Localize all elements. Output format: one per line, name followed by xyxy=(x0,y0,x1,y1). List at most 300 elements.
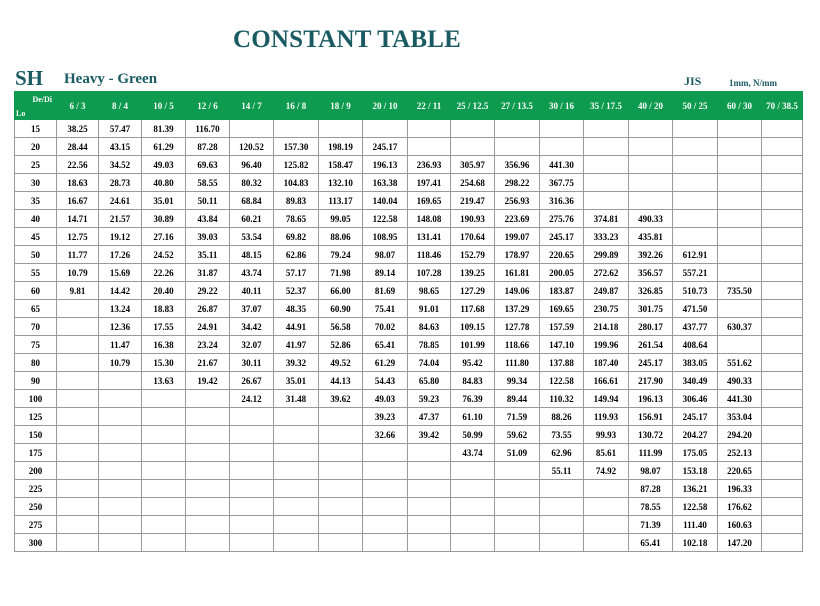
table-cell xyxy=(186,498,230,516)
table-cell xyxy=(363,516,408,534)
table-cell: 14.42 xyxy=(99,282,142,300)
table-cell: 161.81 xyxy=(495,264,540,282)
table-cell: 245.17 xyxy=(673,408,718,426)
table-cell xyxy=(57,534,99,552)
table-cell xyxy=(629,174,673,192)
table-cell xyxy=(718,336,762,354)
table-cell: 111.80 xyxy=(495,354,540,372)
table-cell: 356.96 xyxy=(495,156,540,174)
table-cell: 19.42 xyxy=(186,372,230,390)
table-cell: 26.87 xyxy=(186,300,230,318)
page-title: CONSTANT TABLE xyxy=(232,26,462,53)
table-cell xyxy=(408,462,451,480)
table-cell: 298.22 xyxy=(495,174,540,192)
table-header-row xyxy=(15,92,803,120)
table-cell xyxy=(363,480,408,498)
table-cell: 510.73 xyxy=(673,282,718,300)
table-row xyxy=(15,372,803,390)
table-cell: 53.54 xyxy=(230,228,274,246)
table-cell: 158.47 xyxy=(319,156,363,174)
table-cell: 49.52 xyxy=(319,354,363,372)
table-cell: 140.04 xyxy=(363,192,408,210)
table-cell: 43.15 xyxy=(99,138,142,156)
table-cell: 217.90 xyxy=(629,372,673,390)
table-cell xyxy=(274,426,319,444)
series-name: Heavy - Green xyxy=(64,71,158,87)
table-cell xyxy=(762,516,803,534)
table-cell: 23.24 xyxy=(186,336,230,354)
row-length-cell: 100 xyxy=(15,390,57,408)
table-cell: 43.84 xyxy=(186,210,230,228)
table-cell xyxy=(718,192,762,210)
column-header: 27 / 13.5 xyxy=(495,92,540,120)
table-cell xyxy=(762,390,803,408)
table-cell xyxy=(762,480,803,498)
table-cell: 197.41 xyxy=(408,174,451,192)
table-cell xyxy=(718,210,762,228)
table-cell: 51.09 xyxy=(495,444,540,462)
row-length-cell: 300 xyxy=(15,534,57,552)
table-cell: 280.17 xyxy=(629,318,673,336)
table-cell xyxy=(495,480,540,498)
table-cell: 76.39 xyxy=(451,390,495,408)
row-length-cell: 250 xyxy=(15,498,57,516)
row-length-cell: 275 xyxy=(15,516,57,534)
table-cell xyxy=(99,372,142,390)
standard-label: JIS xyxy=(684,74,702,88)
table-cell xyxy=(408,444,451,462)
column-header: 35 / 17.5 xyxy=(584,92,629,120)
table-cell: 71.39 xyxy=(629,516,673,534)
table-row xyxy=(15,210,803,228)
table-cell: 551.62 xyxy=(718,354,762,372)
table-cell xyxy=(495,462,540,480)
table-cell xyxy=(762,210,803,228)
table-cell xyxy=(319,462,363,480)
column-header: 12 / 6 xyxy=(186,92,230,120)
table-cell xyxy=(319,516,363,534)
column-header: 6 / 3 xyxy=(57,92,99,120)
table-cell xyxy=(584,192,629,210)
table-cell xyxy=(673,120,718,138)
table-cell: 17.26 xyxy=(99,246,142,264)
table-cell: 127.29 xyxy=(451,282,495,300)
table-cell: 113.17 xyxy=(319,192,363,210)
table-row xyxy=(15,156,803,174)
table-cell xyxy=(274,480,319,498)
table-cell: 122.58 xyxy=(540,372,584,390)
row-length-cell: 65 xyxy=(15,300,57,318)
table-cell: 80.32 xyxy=(230,174,274,192)
table-cell xyxy=(762,246,803,264)
table-cell xyxy=(186,534,230,552)
table-cell: 48.35 xyxy=(274,300,319,318)
table-cell: 84.63 xyxy=(408,318,451,336)
table-cell: 249.87 xyxy=(584,282,629,300)
table-cell: 119.93 xyxy=(584,408,629,426)
table-cell: 29.22 xyxy=(186,282,230,300)
table-cell xyxy=(629,192,673,210)
table-cell xyxy=(584,174,629,192)
table-cell: 104.83 xyxy=(274,174,319,192)
table-cell xyxy=(230,498,274,516)
table-cell xyxy=(408,480,451,498)
table-cell xyxy=(540,534,584,552)
table-cell: 122.58 xyxy=(363,210,408,228)
table-cell: 66.00 xyxy=(319,282,363,300)
table-cell xyxy=(584,498,629,516)
table-cell: 118.66 xyxy=(495,336,540,354)
row-length-cell: 20 xyxy=(15,138,57,156)
table-cell: 34.52 xyxy=(99,156,142,174)
table-cell xyxy=(718,300,762,318)
table-cell xyxy=(584,156,629,174)
table-cell: 392.26 xyxy=(629,246,673,264)
table-cell xyxy=(99,516,142,534)
table-cell: 48.15 xyxy=(230,246,274,264)
table-cell: 50.99 xyxy=(451,426,495,444)
table-cell xyxy=(57,300,99,318)
table-cell: 89.14 xyxy=(363,264,408,282)
table-cell: 367.75 xyxy=(540,174,584,192)
table-cell: 34.42 xyxy=(230,318,274,336)
table-cell: 58.55 xyxy=(186,174,230,192)
table-cell xyxy=(451,516,495,534)
table-cell xyxy=(408,498,451,516)
table-cell: 39.23 xyxy=(363,408,408,426)
table-cell: 108.95 xyxy=(363,228,408,246)
table-cell: 61.10 xyxy=(451,408,495,426)
table-cell xyxy=(673,228,718,246)
table-cell: 176.62 xyxy=(718,498,762,516)
table-cell xyxy=(142,462,186,480)
table-cell xyxy=(57,354,99,372)
table-cell: 35.01 xyxy=(274,372,319,390)
table-cell xyxy=(57,498,99,516)
table-cell xyxy=(274,534,319,552)
table-cell: 70.02 xyxy=(363,318,408,336)
table-cell: 38.25 xyxy=(57,120,99,138)
table-row xyxy=(15,228,803,246)
table-cell: 735.50 xyxy=(718,282,762,300)
table-cell: 14.71 xyxy=(57,210,99,228)
table-cell: 37.07 xyxy=(230,300,274,318)
table-cell: 24.91 xyxy=(186,318,230,336)
table-cell xyxy=(57,336,99,354)
table-cell: 196.33 xyxy=(718,480,762,498)
table-cell: 156.91 xyxy=(629,408,673,426)
table-cell: 28.73 xyxy=(99,174,142,192)
table-cell xyxy=(718,246,762,264)
table-cell: 98.07 xyxy=(363,246,408,264)
table-cell: 24.52 xyxy=(142,246,186,264)
table-cell: 88.06 xyxy=(319,228,363,246)
table-cell: 78.55 xyxy=(629,498,673,516)
table-cell xyxy=(673,192,718,210)
table-cell: 13.24 xyxy=(99,300,142,318)
table-cell: 88.26 xyxy=(540,408,584,426)
table-row xyxy=(15,120,803,138)
table-cell: 130.72 xyxy=(629,426,673,444)
table-cell xyxy=(718,138,762,156)
table-cell: 200.05 xyxy=(540,264,584,282)
table-cell: 54.43 xyxy=(363,372,408,390)
table-cell xyxy=(718,264,762,282)
table-cell: 21.57 xyxy=(99,210,142,228)
table-cell: 84.83 xyxy=(451,372,495,390)
table-cell: 374.81 xyxy=(584,210,629,228)
table-cell xyxy=(762,372,803,390)
table-cell: 169.65 xyxy=(408,192,451,210)
row-length-cell: 175 xyxy=(15,444,57,462)
table-cell xyxy=(274,120,319,138)
table-cell: 99.05 xyxy=(319,210,363,228)
table-cell: 27.16 xyxy=(142,228,186,246)
table-cell: 301.75 xyxy=(629,300,673,318)
row-length-cell: 35 xyxy=(15,192,57,210)
table-cell: 32.07 xyxy=(230,336,274,354)
table-cell: 166.61 xyxy=(584,372,629,390)
table-cell: 137.88 xyxy=(540,354,584,372)
table-row xyxy=(15,264,803,282)
column-header: 22 / 11 xyxy=(408,92,451,120)
table-cell: 39.32 xyxy=(274,354,319,372)
table-cell: 196.13 xyxy=(629,390,673,408)
table-cell xyxy=(274,498,319,516)
table-cell: 59.23 xyxy=(408,390,451,408)
table-cell xyxy=(57,408,99,426)
table-cell: 220.65 xyxy=(718,462,762,480)
table-cell: 353.04 xyxy=(718,408,762,426)
table-cell xyxy=(363,462,408,480)
table-cell xyxy=(230,480,274,498)
table-cell: 95.42 xyxy=(451,354,495,372)
table-row xyxy=(15,192,803,210)
table-cell: 149.06 xyxy=(495,282,540,300)
table-cell: 157.30 xyxy=(274,138,319,156)
table-cell xyxy=(495,120,540,138)
table-cell xyxy=(408,516,451,534)
table-cell: 254.68 xyxy=(451,174,495,192)
table-cell: 39.42 xyxy=(408,426,451,444)
table-cell: 59.62 xyxy=(495,426,540,444)
table-cell: 24.12 xyxy=(230,390,274,408)
constant-table xyxy=(14,91,803,552)
table-cell: 111.40 xyxy=(673,516,718,534)
table-cell xyxy=(57,516,99,534)
row-length-cell: 60 xyxy=(15,282,57,300)
table-cell: 223.69 xyxy=(495,210,540,228)
table-cell: 65.41 xyxy=(629,534,673,552)
table-cell: 149.94 xyxy=(584,390,629,408)
table-cell: 65.80 xyxy=(408,372,451,390)
table-cell: 11.77 xyxy=(57,246,99,264)
table-cell: 132.10 xyxy=(319,174,363,192)
table-row xyxy=(15,444,803,462)
row-length-cell: 45 xyxy=(15,228,57,246)
table-cell xyxy=(274,462,319,480)
table-cell xyxy=(762,534,803,552)
table-cell: 230.75 xyxy=(584,300,629,318)
table-cell xyxy=(540,516,584,534)
table-cell xyxy=(319,426,363,444)
table-cell: 117.68 xyxy=(451,300,495,318)
table-cell: 471.50 xyxy=(673,300,718,318)
table-cell xyxy=(230,516,274,534)
table-cell: 441.30 xyxy=(718,390,762,408)
table-cell: 16.67 xyxy=(57,192,99,210)
table-cell xyxy=(762,282,803,300)
table-cell: 125.82 xyxy=(274,156,319,174)
table-cell: 20.40 xyxy=(142,282,186,300)
table-cell xyxy=(451,120,495,138)
table-row xyxy=(15,246,803,264)
table-cell: 78.65 xyxy=(274,210,319,228)
table-cell xyxy=(408,138,451,156)
table-cell xyxy=(762,426,803,444)
table-cell: 39.03 xyxy=(186,228,230,246)
table-cell: 40.80 xyxy=(142,174,186,192)
table-cell: 52.86 xyxy=(319,336,363,354)
table-cell xyxy=(762,408,803,426)
table-cell xyxy=(673,138,718,156)
table-cell xyxy=(584,480,629,498)
table-cell: 190.93 xyxy=(451,210,495,228)
table-cell xyxy=(99,534,142,552)
table-row xyxy=(15,336,803,354)
table-cell: 74.04 xyxy=(408,354,451,372)
table-cell: 35.11 xyxy=(186,246,230,264)
table-cell xyxy=(673,210,718,228)
table-cell: 98.07 xyxy=(629,462,673,480)
table-row xyxy=(15,426,803,444)
table-cell: 107.28 xyxy=(408,264,451,282)
table-cell xyxy=(57,390,99,408)
table-row xyxy=(15,516,803,534)
table-cell xyxy=(186,408,230,426)
table-cell xyxy=(673,156,718,174)
table-cell: 199.96 xyxy=(584,336,629,354)
table-cell xyxy=(718,174,762,192)
table-cell: 15.69 xyxy=(99,264,142,282)
table-cell: 196.13 xyxy=(363,156,408,174)
row-length-cell: 30 xyxy=(15,174,57,192)
table-cell xyxy=(186,444,230,462)
table-cell: 435.81 xyxy=(629,228,673,246)
table-cell: 61.29 xyxy=(142,138,186,156)
table-cell xyxy=(99,408,142,426)
table-cell xyxy=(762,318,803,336)
table-cell xyxy=(762,354,803,372)
table-cell xyxy=(319,444,363,462)
table-cell xyxy=(186,516,230,534)
table-row xyxy=(15,354,803,372)
table-cell: 261.54 xyxy=(629,336,673,354)
table-cell xyxy=(363,498,408,516)
row-length-cell: 200 xyxy=(15,462,57,480)
table-cell: 340.49 xyxy=(673,372,718,390)
spring-code: SH xyxy=(15,66,44,90)
table-cell xyxy=(142,480,186,498)
table-cell: 40.11 xyxy=(230,282,274,300)
table-cell xyxy=(584,534,629,552)
table-cell: 214.18 xyxy=(584,318,629,336)
table-cell: 441.30 xyxy=(540,156,584,174)
table-cell: 55.11 xyxy=(540,462,584,480)
table-cell: 220.65 xyxy=(540,246,584,264)
table-cell: 74.92 xyxy=(584,462,629,480)
table-cell: 204.27 xyxy=(673,426,718,444)
table-cell: 49.03 xyxy=(142,156,186,174)
table-cell xyxy=(319,120,363,138)
table-cell: 16.38 xyxy=(142,336,186,354)
table-cell: 306.46 xyxy=(673,390,718,408)
table-cell: 160.63 xyxy=(718,516,762,534)
table-cell xyxy=(186,462,230,480)
table-cell xyxy=(230,408,274,426)
table-cell xyxy=(57,318,99,336)
table-cell xyxy=(629,120,673,138)
table-cell: 148.08 xyxy=(408,210,451,228)
table-cell: 81.69 xyxy=(363,282,408,300)
table-cell: 32.66 xyxy=(363,426,408,444)
table-cell: 490.33 xyxy=(629,210,673,228)
table-cell xyxy=(99,426,142,444)
table-cell xyxy=(629,156,673,174)
table-cell: 294.20 xyxy=(718,426,762,444)
table-cell xyxy=(57,462,99,480)
table-cell: 52.37 xyxy=(274,282,319,300)
table-cell: 178.97 xyxy=(495,246,540,264)
table-cell: 57.47 xyxy=(99,120,142,138)
table-cell: 57.17 xyxy=(274,264,319,282)
table-cell xyxy=(762,156,803,174)
table-cell: 408.64 xyxy=(673,336,718,354)
row-length-cell: 75 xyxy=(15,336,57,354)
table-cell xyxy=(274,408,319,426)
table-cell: 147.10 xyxy=(540,336,584,354)
row-length-cell: 125 xyxy=(15,408,57,426)
table-cell: 157.59 xyxy=(540,318,584,336)
table-cell: 62.96 xyxy=(540,444,584,462)
table-cell: 136.21 xyxy=(673,480,718,498)
table-cell xyxy=(495,498,540,516)
table-cell: 10.79 xyxy=(99,354,142,372)
table-cell: 12.36 xyxy=(99,318,142,336)
table-cell: 89.83 xyxy=(274,192,319,210)
table-cell: 71.59 xyxy=(495,408,540,426)
table-cell xyxy=(186,480,230,498)
table-cell xyxy=(540,120,584,138)
table-cell: 47.37 xyxy=(408,408,451,426)
table-cell: 18.83 xyxy=(142,300,186,318)
table-cell xyxy=(230,444,274,462)
table-cell: 316.36 xyxy=(540,192,584,210)
column-header: 25 / 12.5 xyxy=(451,92,495,120)
table-cell: 60.21 xyxy=(230,210,274,228)
table-cell xyxy=(495,534,540,552)
table-cell xyxy=(718,156,762,174)
table-cell xyxy=(629,138,673,156)
table-cell: 19.12 xyxy=(99,228,142,246)
unit-label: 1mm, N/mm xyxy=(729,78,777,88)
column-header: 30 / 16 xyxy=(540,92,584,120)
table-cell: 11.47 xyxy=(99,336,142,354)
table-cell xyxy=(451,462,495,480)
row-length-cell: 25 xyxy=(15,156,57,174)
table-cell: 131.41 xyxy=(408,228,451,246)
table-cell xyxy=(495,138,540,156)
